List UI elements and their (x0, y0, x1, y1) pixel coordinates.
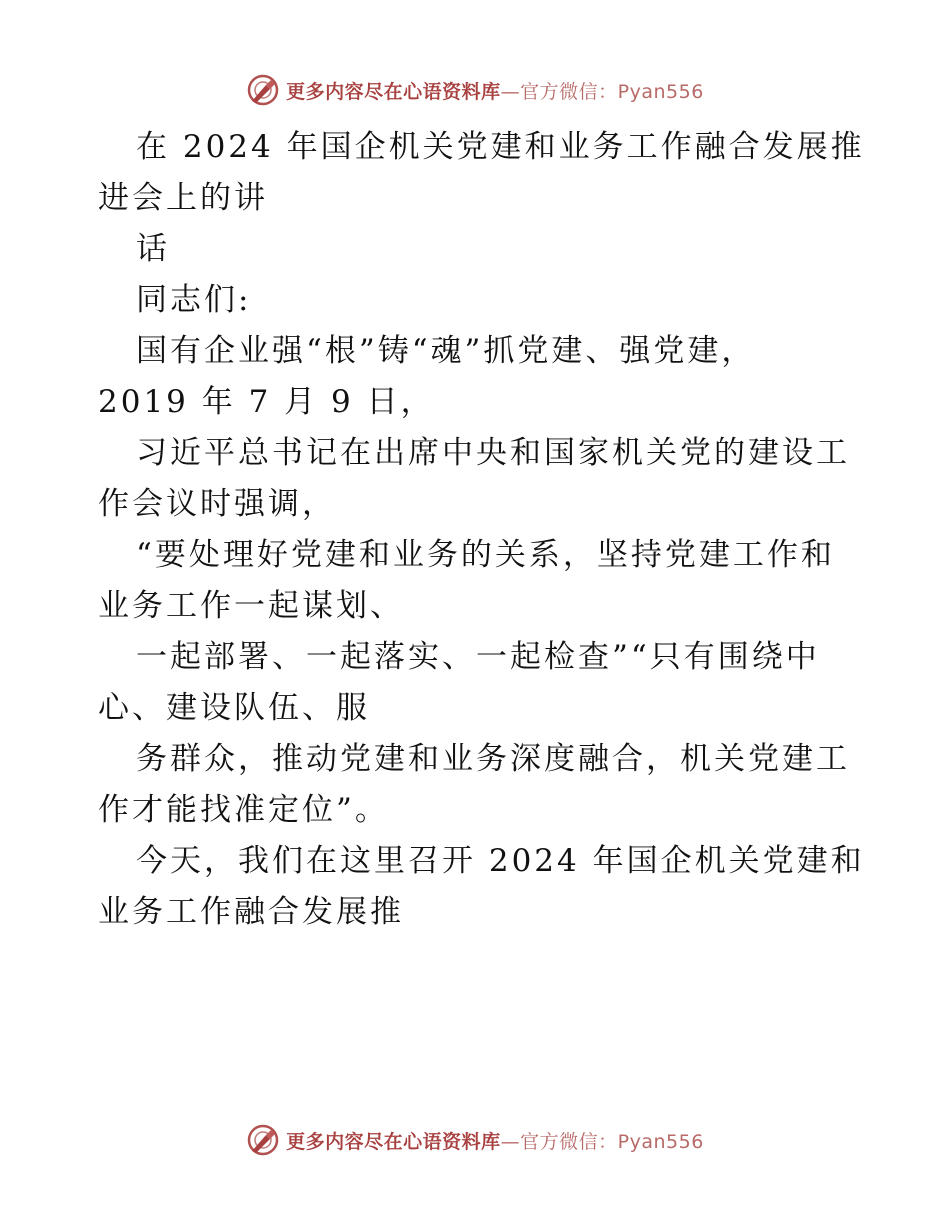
watermark-sub: —官方微信：Pyan556 (500, 1130, 704, 1153)
text-line: 作会议时强调， (98, 486, 336, 522)
footer-watermark (0, 1120, 950, 1160)
watermark-main: 更多内容尽在心语资料库 (286, 1130, 501, 1153)
watermark-sub: —官方微信：Pyan556 (500, 80, 704, 103)
text-line: 业务工作融合发展推 (98, 894, 404, 930)
text-line: 国有企业强“根”铸“魂”抓党建、强党建， (136, 333, 756, 369)
watermark-text (286, 1127, 704, 1154)
text-line: 今天，我们在这里召开 2024 年国企机关党建和 (136, 843, 865, 879)
text-line: 在 2024 年国企机关党建和业务工作融合发展推 (136, 129, 865, 165)
text-line: 一起部署、一起落实、一起检查”“只有围绕中 (136, 639, 820, 675)
text-line: 习近平总书记在出席中央和国家机关党的建设工 (136, 435, 850, 471)
watermark-text (286, 77, 704, 104)
pen-logo-icon (246, 1123, 280, 1157)
header-watermark (0, 70, 950, 110)
text-line: 2019 年 7 月 9 日， (98, 384, 435, 420)
document-body (98, 122, 865, 938)
text-line: 务群众，推动党建和业务深度融合，机关党建工 (136, 741, 850, 777)
watermark-main: 更多内容尽在心语资料库 (286, 80, 501, 103)
text-line: 进会上的讲 (98, 180, 268, 216)
text-line: 作才能找准定位”。 (98, 792, 389, 828)
text-line: 业务工作一起谋划、 (98, 588, 404, 624)
text-line: 心、建设队伍、服 (98, 690, 370, 726)
text-line: “要处理好党建和业务的关系，坚持党建工作和 (136, 537, 835, 573)
pen-logo-icon (246, 73, 280, 107)
text-line: 话 (136, 231, 170, 267)
text-line: 同志们: (136, 282, 252, 318)
